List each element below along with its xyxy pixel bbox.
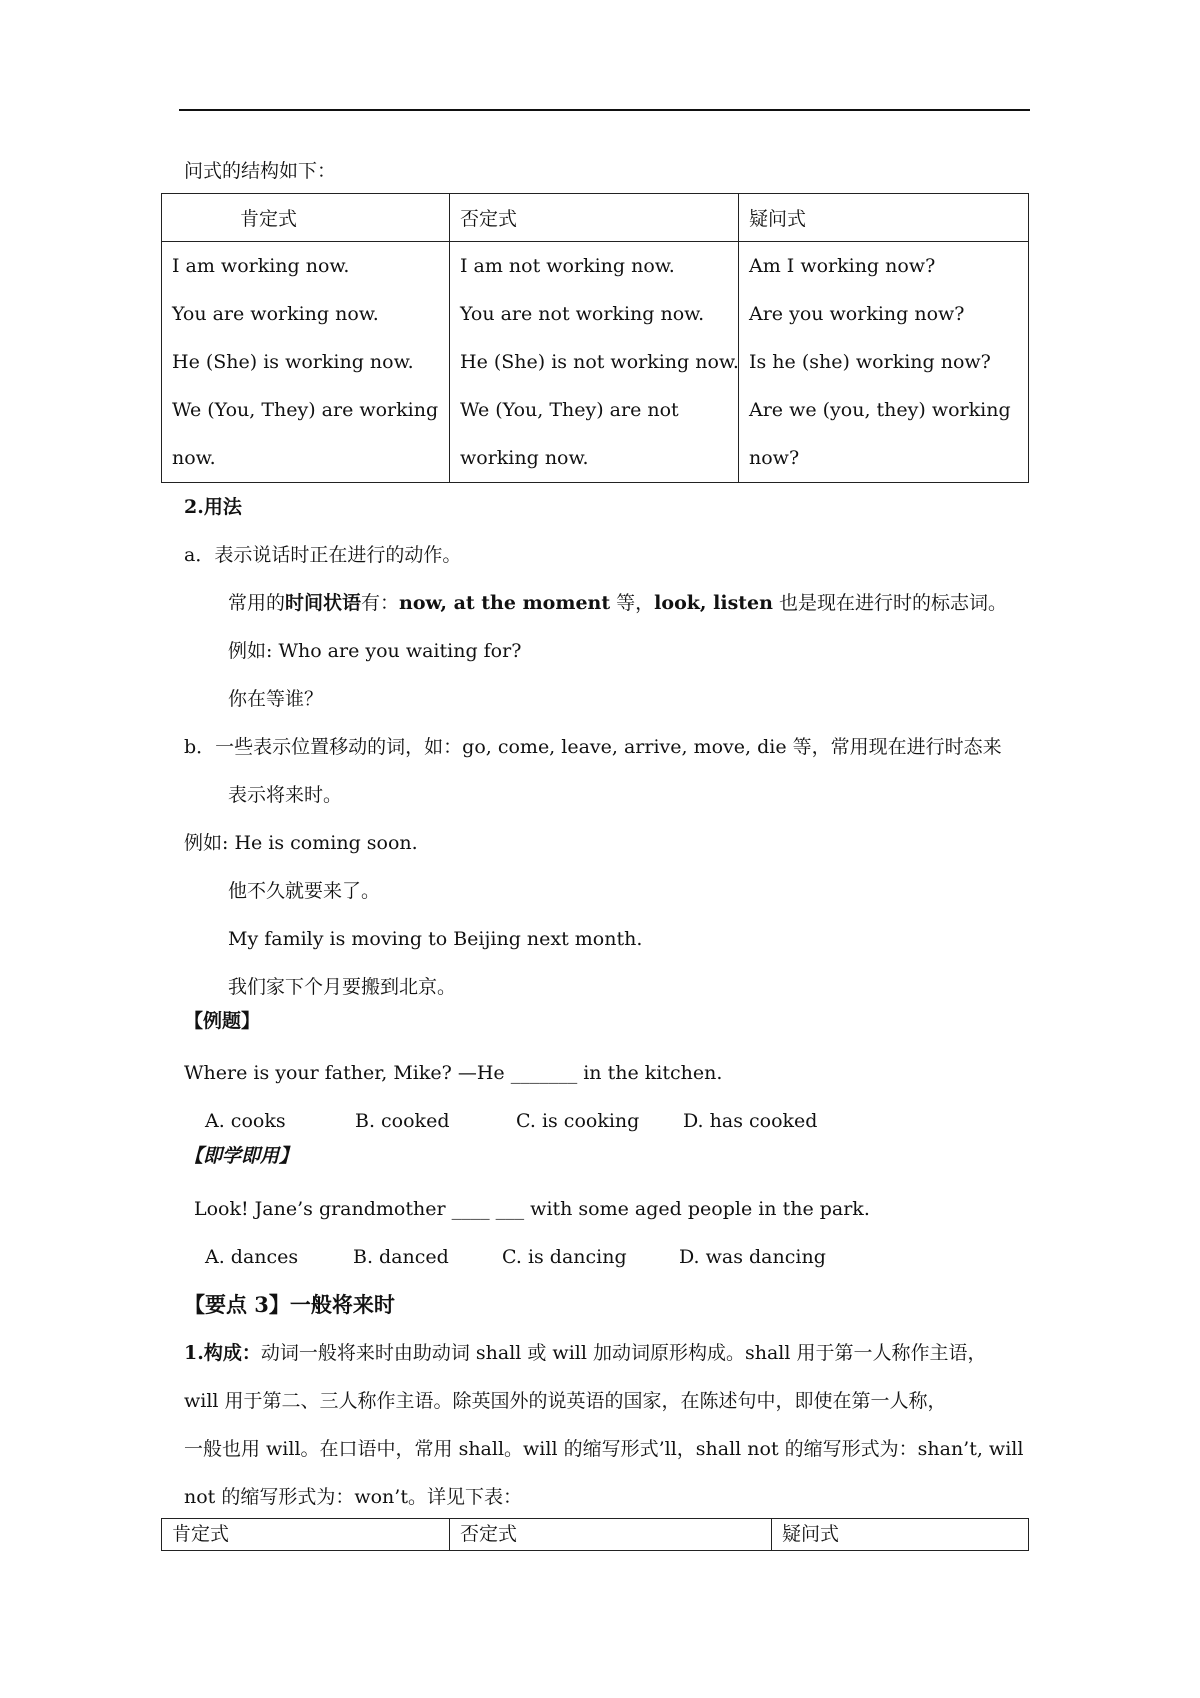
table-line: You are working now. <box>172 303 379 325</box>
usage-a-example-zh: 你在等谁？ <box>228 688 324 710</box>
practice-option-b: B. danced <box>353 1246 449 1268</box>
practice-question: Look! Jane’s grandmother ____ ___ with some aged people in the park. <box>194 1198 870 1220</box>
usage-a-example-en: 例如: Who are you waiting for? <box>228 640 522 662</box>
usage-a-label: a．表示说话时正在进行的动作。 <box>184 544 462 566</box>
practice-option-a: A. dances <box>205 1246 299 1268</box>
table-line: Am I working now? <box>749 255 936 277</box>
practice-option-c: C. is dancing <box>502 1246 627 1268</box>
table-line: We (You, They) are working <box>172 399 439 421</box>
example-question: Where is your father, Mike? —He _______ in the kitchen. <box>184 1062 723 1084</box>
usage-b-example2-en: My family is moving to Beijing next month. <box>228 928 643 950</box>
usage-b-example-en: 例如: He is coming soon. <box>184 832 418 854</box>
point3-line3: 一般也用 will。在口语中，常用 shall。will 的缩写形式’ll，shall not 的缩写形式为：shan’t, will <box>184 1438 1024 1460</box>
table-line: now. <box>172 447 216 469</box>
table-line: now? <box>749 447 800 469</box>
table-line: He (She) is not working now. <box>460 351 739 373</box>
text-run-bold: look, listen <box>654 592 773 614</box>
header-interrogative: 疑问式 <box>739 194 1029 242</box>
table-line: You are not working now. <box>460 303 705 325</box>
usage-b-cont: 表示将来时。 <box>228 784 343 806</box>
text-run: 有： <box>361 592 400 614</box>
header-rule <box>179 109 1030 111</box>
example-option-d: D. has cooked <box>683 1110 818 1132</box>
table-line: Is he (she) working now? <box>749 351 991 373</box>
affirmative-cell <box>162 242 450 483</box>
text-run-bold: 时间状语 <box>285 592 362 614</box>
table-line: I am not working now. <box>460 255 675 277</box>
table-line: I am working now. <box>172 255 350 277</box>
table-line: Are you working now? <box>749 303 965 325</box>
table-line: He (She) is working now. <box>172 351 414 373</box>
header-interrogative: 疑问式 <box>772 1519 1029 1551</box>
practice-heading: 【即学即用】 <box>184 1145 299 1167</box>
header-negative: 否定式 <box>450 1519 772 1551</box>
structure-table <box>161 193 1029 483</box>
point3-lead: 1.构成： <box>184 1342 261 1364</box>
usage-a-line1 <box>228 590 1007 616</box>
point3-heading: 【要点 3】一般将来时 <box>184 1292 395 1317</box>
interrogative-cell <box>739 242 1029 483</box>
table-line: Are we (you, they) working <box>749 399 1011 421</box>
example-option-c: C. is cooking <box>516 1110 640 1132</box>
example-heading: 【例题】 <box>184 1010 261 1032</box>
text-run-bold: now, at the moment <box>399 592 611 614</box>
table-line: We (You, They) are not <box>460 399 679 421</box>
table-line: working now. <box>460 447 589 469</box>
header-negative: 否定式 <box>450 194 739 242</box>
text-run: 等， <box>610 592 655 614</box>
example-option-b: B. cooked <box>355 1110 450 1132</box>
usage-b-example-zh: 他不久就要来了。 <box>228 880 381 902</box>
point3-line1 <box>184 1340 986 1366</box>
example-option-a: A. cooks <box>205 1110 286 1132</box>
text-run: 也是现在进行时的标志词。 <box>772 592 1007 614</box>
future-tense-table <box>161 1518 1029 1551</box>
usage-b-label: b．一些表示位置移动的词，如：go, come, leave, arrive, move, die 等，常用现在进行时态来 <box>184 736 1002 758</box>
point3-line4: not 的缩写形式为：won’t。详见下表： <box>184 1486 522 1508</box>
text-run: 动词一般将来时由助动词 shall 或 will 加动词原形构成。shall 用于第一人称作主语， <box>260 1342 987 1364</box>
usage-b-example2-zh: 我们家下个月要搬到北京。 <box>228 976 457 998</box>
usage-heading: 2.用法 <box>184 496 242 518</box>
text-run: 常用的 <box>228 592 286 614</box>
practice-option-d: D. was dancing <box>679 1246 826 1268</box>
intro-text: 问式的结构如下： <box>184 160 337 182</box>
header-affirmative: 肯定式 <box>162 1519 450 1551</box>
negative-cell <box>450 242 739 483</box>
header-affirmative: 肯定式 <box>162 194 450 242</box>
point3-line2: will 用于第二、三人称作主语。除英国外的说英语的国家，在陈述句中，即使在第一人称， <box>184 1390 947 1412</box>
